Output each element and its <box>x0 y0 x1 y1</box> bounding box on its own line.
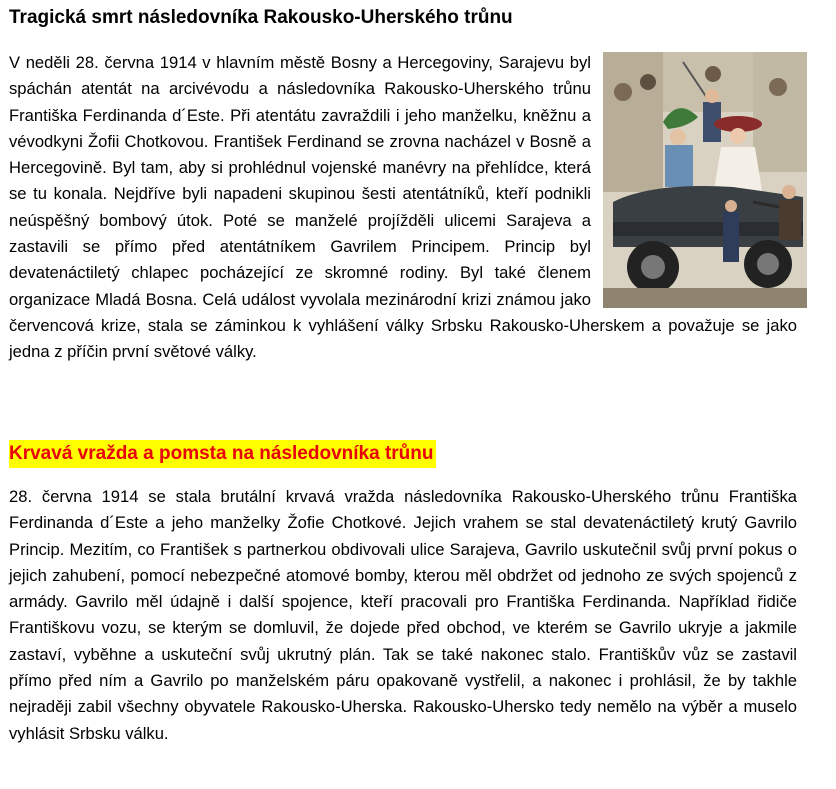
assassination-illustration <box>603 52 807 308</box>
highlighted-subheading: Krvavá vražda a pomsta na následovníka trůnu <box>9 440 436 468</box>
paragraph-intro <box>9 50 797 366</box>
paragraph-murder-text: 28. června 1914 se stala brutální krvavá vražda následovníka Rakousko-Uherského trůnu Františka Ferdinanda d´Este a jeho manželky Žofie Chotkové. Jejich vrahem se stal devatenáctiletý krutý Gavrilo Princip. Mezitím, co František s partnerkou obdivovali ulice Sarajeva, Gavrilo uskutečnil svůj první pokus o jejich zahubení, pomocí nebezpečné atomové bomby, kterou měl obdržet od jednoho ze svých spojenců z armády. Gavrilo měl údajně i další spojence, kteří pracovali pro Františka Ferdinanda. Například řidiče Františkovu vozu, se kterým se domluvil, že dojede před obchod, ve kterém se Gavrilo ukryje a jakmile zastaví, vyběhne a uskuteční svůj ukrutný plán. Tak se také nakonec stalo. Františkův vůz se zastavil přímo před ním a Gavrilo po manželském páru opakovaně vystřelil, a nakonec i prohlásil, že by takhle nejraději zabil všechny obyvatele Rakousko-Uherska. Rakousko-Uhersko tedy nemělo na výběr a muselo vyhlásit Srbsku válku. <box>9 487 797 743</box>
paragraph-intro-text: V neděli 28. června 1914 v hlavním městě Bosny a Hercegoviny, Sarajevu byl spáchán atentát na arcivévodu a následovníka Rakousko-Uherského trůnu Františka Ferdinanda d´Este. Při atentátu zavraždili i jeho manželku, kněžnu a vévodkyni Žofii Chotkovou. František Ferdinand se zrovna nacházel v Bosně a Hercegovině. Byl tam, aby si prohlédnul vojenské manévry na přehlídce, která se tu konala. Nejdříve byli napadeni skupinou šesti atentátníků, kteří podnikli neúspěšný bombový útok. Poté se manželé projížděli ulicemi Sarajeva a zastavili se přímo před atentátníkem Gavrilem Principem. Princip byl devatenáctiletý chlapec pocházející ze skromné rodiny. Byl také členem organizace Mladá Bosna. Celá událost vyvolala mezinárodní krizi známou jako červencová krize, stala se záminkou k vyhlášení války Srbsku Rakousko-Uherskem a považuje se jako jedna z příčin první světové války. <box>9 53 797 362</box>
article-title: Tragická smrt následovníka Rakousko-Uherského trůnu <box>9 7 513 28</box>
